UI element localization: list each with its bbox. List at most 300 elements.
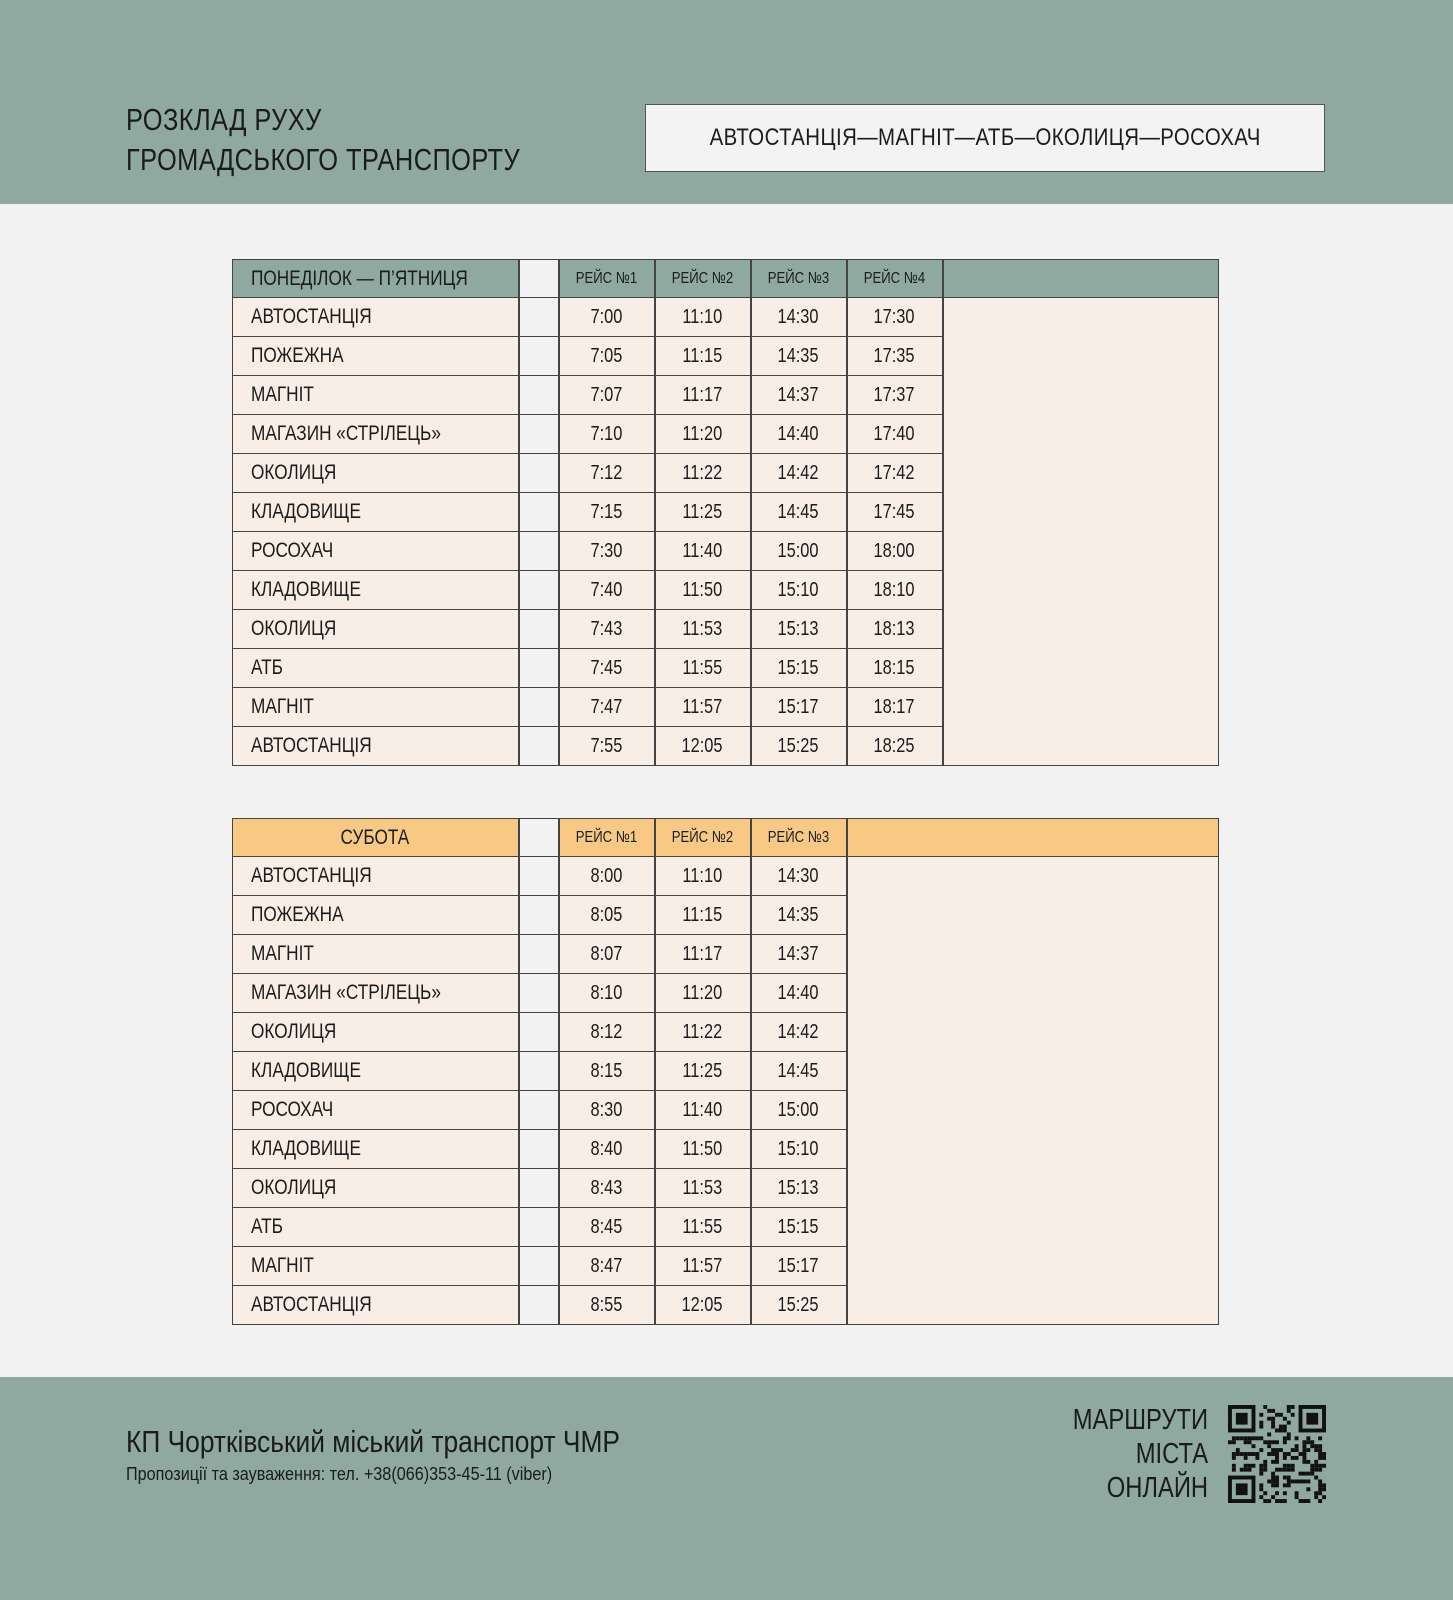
qr-module xyxy=(1271,1483,1275,1487)
departure-time: 18:00 xyxy=(873,539,916,562)
column-gap xyxy=(519,857,559,896)
stop-name-cell xyxy=(232,974,519,1013)
qr-module xyxy=(1240,1452,1244,1456)
qr-module xyxy=(1299,1479,1303,1483)
departure-time-cell xyxy=(751,610,847,649)
qr-module xyxy=(1240,1436,1244,1440)
qr-module xyxy=(1236,1452,1240,1456)
departure-time-cell xyxy=(847,454,943,493)
column-gap xyxy=(519,649,559,688)
departure-time: 17:45 xyxy=(873,500,916,523)
qr-module xyxy=(1318,1491,1322,1495)
qr-module xyxy=(1244,1468,1248,1472)
qr-module xyxy=(1318,1487,1322,1491)
qr-module xyxy=(1283,1429,1287,1433)
departure-time: 18:25 xyxy=(873,734,916,757)
qr-module xyxy=(1259,1421,1263,1425)
qr-module xyxy=(1291,1479,1295,1483)
departure-time-cell xyxy=(751,1013,847,1052)
qr-module xyxy=(1283,1436,1287,1440)
qr-module xyxy=(1291,1456,1295,1460)
departure-time: 11:25 xyxy=(682,1059,723,1082)
departure-time: 15:10 xyxy=(777,578,820,601)
departure-time: 14:40 xyxy=(777,422,820,445)
departure-time-cell xyxy=(655,415,751,454)
departure-time: 15:15 xyxy=(777,1215,820,1238)
qr-module xyxy=(1287,1421,1291,1425)
departure-time: 7:07 xyxy=(590,383,623,406)
departure-time: 15:17 xyxy=(777,695,820,718)
departure-time: 14:35 xyxy=(777,344,820,367)
departure-time: 17:42 xyxy=(873,461,916,484)
qr-module xyxy=(1275,1413,1279,1417)
qr-module xyxy=(1299,1499,1303,1503)
departure-time-cell xyxy=(559,298,655,337)
stop-name: АТБ xyxy=(250,1215,283,1238)
departure-time-cell xyxy=(559,415,655,454)
departure-time: 11:15 xyxy=(682,903,723,926)
departure-time: 14:45 xyxy=(777,500,820,523)
qr-module xyxy=(1279,1429,1283,1433)
departure-time-cell xyxy=(559,1169,655,1208)
departure-time: 18:13 xyxy=(873,617,916,640)
departure-time: 11:57 xyxy=(682,1254,723,1277)
qr-module xyxy=(1263,1440,1267,1444)
qr-module xyxy=(1271,1476,1275,1480)
departure-time-cell xyxy=(559,1091,655,1130)
departure-time-cell xyxy=(559,935,655,974)
qr-module xyxy=(1271,1448,1275,1452)
departure-time-cell xyxy=(751,857,847,896)
departure-time-cell xyxy=(751,896,847,935)
qr-module xyxy=(1236,1448,1240,1452)
qr-module xyxy=(1306,1472,1310,1476)
qr-module xyxy=(1302,1440,1306,1444)
stop-name-cell xyxy=(232,376,519,415)
departure-time-cell xyxy=(751,493,847,532)
qr-module xyxy=(1306,1499,1310,1503)
stop-name: РОСОХАЧ xyxy=(250,1098,333,1121)
trip-header xyxy=(655,818,751,857)
qr-module xyxy=(1267,1432,1271,1436)
stop-name: МАГНІТ xyxy=(250,695,314,718)
qr-module xyxy=(1302,1444,1306,1448)
qr-module xyxy=(1259,1448,1263,1452)
qr-module xyxy=(1287,1405,1291,1409)
qr-module xyxy=(1279,1425,1283,1429)
qr-module xyxy=(1267,1452,1271,1456)
qr-module xyxy=(1275,1468,1279,1472)
qr-module xyxy=(1322,1452,1326,1456)
qr-module xyxy=(1291,1413,1295,1417)
online-line-3: ОНЛАЙН xyxy=(1106,1472,1208,1504)
stop-name: ОКОЛИЦЯ xyxy=(250,1020,336,1043)
departure-time: 14:35 xyxy=(777,903,820,926)
qr-module xyxy=(1310,1464,1314,1468)
column-gap xyxy=(519,610,559,649)
qr-module xyxy=(1248,1468,1252,1472)
qr-module xyxy=(1287,1483,1291,1487)
qr-module xyxy=(1306,1460,1310,1464)
departure-time-cell xyxy=(751,727,847,766)
departure-time: 11:10 xyxy=(682,305,723,328)
qr-module xyxy=(1314,1491,1318,1495)
departure-time: 7:47 xyxy=(590,695,623,718)
departure-time-cell xyxy=(751,688,847,727)
qr-module xyxy=(1299,1452,1303,1456)
departure-time-cell xyxy=(559,454,655,493)
qr-module xyxy=(1259,1487,1263,1491)
qr-module xyxy=(1232,1452,1236,1456)
qr-module xyxy=(1271,1417,1275,1421)
departure-time-cell xyxy=(655,571,751,610)
column-gap xyxy=(519,974,559,1013)
column-gap xyxy=(519,727,559,766)
qr-module xyxy=(1302,1479,1306,1483)
departure-time: 14:37 xyxy=(777,942,820,965)
qr-module xyxy=(1295,1491,1299,1495)
departure-time: 11:50 xyxy=(682,578,723,601)
departure-time-cell xyxy=(751,649,847,688)
qr-module xyxy=(1279,1413,1283,1417)
departure-time-cell xyxy=(655,688,751,727)
column-gap xyxy=(519,532,559,571)
day-label-text: СУБОТА xyxy=(340,825,410,849)
departure-time: 7:45 xyxy=(590,656,623,679)
qr-module xyxy=(1263,1460,1267,1464)
departure-time-cell xyxy=(559,688,655,727)
departure-time: 15:13 xyxy=(777,1176,820,1199)
qr-module xyxy=(1306,1440,1310,1444)
qr-module xyxy=(1295,1456,1299,1460)
stop-name: КЛАДОВИЩЕ xyxy=(250,578,361,601)
qr-module xyxy=(1279,1448,1283,1452)
qr-module xyxy=(1271,1479,1275,1483)
departure-time-cell xyxy=(655,298,751,337)
qr-module xyxy=(1271,1495,1275,1499)
qr-module xyxy=(1232,1440,1236,1444)
qr-module xyxy=(1302,1448,1306,1452)
departure-time-cell xyxy=(655,610,751,649)
departure-time: 7:05 xyxy=(590,344,623,367)
qr-module xyxy=(1287,1479,1291,1483)
stop-name: АВТОСТАНЦІЯ xyxy=(250,305,372,328)
departure-time: 8:05 xyxy=(590,903,623,926)
qr-module xyxy=(1236,1436,1240,1440)
departure-time: 8:55 xyxy=(590,1293,623,1316)
qr-module xyxy=(1318,1468,1322,1472)
departure-time: 12:05 xyxy=(681,734,724,757)
qr-module xyxy=(1318,1452,1322,1456)
trip-header xyxy=(559,818,655,857)
departure-time: 11:53 xyxy=(682,617,723,640)
column-gap xyxy=(519,376,559,415)
qr-module xyxy=(1244,1456,1248,1460)
qr-module xyxy=(1255,1436,1259,1440)
departure-time: 11:53 xyxy=(682,1176,723,1199)
qr-module xyxy=(1248,1452,1252,1456)
qr-module xyxy=(1283,1456,1287,1460)
qr-module xyxy=(1267,1440,1271,1444)
qr-module xyxy=(1255,1456,1259,1460)
qr-module xyxy=(1275,1440,1279,1444)
departure-time-cell xyxy=(655,454,751,493)
trip-header-label: РЕЙС №2 xyxy=(671,828,734,846)
column-gap xyxy=(519,415,559,454)
departure-time-cell xyxy=(655,1286,751,1325)
qr-module xyxy=(1267,1409,1271,1413)
qr-module xyxy=(1259,1413,1263,1417)
qr-module xyxy=(1314,1460,1318,1464)
qr-module xyxy=(1228,1440,1232,1444)
route-name: АВТОСТАНЦІЯ—МАГНІТ—АТБ—ОКОЛИЦЯ—РОСОХАЧ xyxy=(709,124,1261,151)
stop-name-cell xyxy=(232,688,519,727)
qr-module xyxy=(1302,1460,1306,1464)
departure-time-cell xyxy=(847,298,943,337)
qr-module xyxy=(1267,1444,1271,1448)
departure-time: 7:55 xyxy=(590,734,623,757)
qr-module xyxy=(1252,1452,1256,1456)
qr-module xyxy=(1275,1429,1279,1433)
table-header-row xyxy=(233,818,1220,857)
departure-time: 14:30 xyxy=(777,864,820,887)
departure-time-cell xyxy=(655,1130,751,1169)
column-gap xyxy=(519,1013,559,1052)
qr-module xyxy=(1248,1440,1252,1444)
departure-time-cell xyxy=(751,1286,847,1325)
departure-time: 14:40 xyxy=(777,981,820,1004)
stop-name-cell xyxy=(232,1130,519,1169)
departure-time-cell xyxy=(751,1247,847,1286)
departure-time-cell xyxy=(559,649,655,688)
departure-time-cell xyxy=(751,376,847,415)
departure-time-cell xyxy=(751,1169,847,1208)
departure-time-cell xyxy=(655,376,751,415)
departure-time: 8:30 xyxy=(590,1098,623,1121)
departure-time-cell xyxy=(655,935,751,974)
departure-time-cell xyxy=(655,337,751,376)
qr-module xyxy=(1318,1436,1322,1440)
qr-module xyxy=(1322,1456,1326,1460)
stop-name: РОСОХАЧ xyxy=(250,539,333,562)
stop-name-cell xyxy=(232,298,519,337)
trip-header-label: РЕЙС №4 xyxy=(863,269,926,287)
departure-time: 7:30 xyxy=(590,539,623,562)
departure-time: 7:10 xyxy=(590,422,623,445)
qr-module xyxy=(1318,1456,1322,1460)
qr-module xyxy=(1314,1464,1318,1468)
qr-module xyxy=(1314,1476,1318,1480)
stop-name-cell xyxy=(232,493,519,532)
trip-header-label: РЕЙС №1 xyxy=(575,828,638,846)
column-gap xyxy=(519,337,559,376)
qr-module xyxy=(1259,1495,1263,1499)
stop-name-cell xyxy=(232,571,519,610)
departure-time: 11:20 xyxy=(682,981,723,1004)
qr-module xyxy=(1287,1432,1291,1436)
qr-module xyxy=(1291,1464,1295,1468)
stop-name-cell xyxy=(232,1247,519,1286)
trip-header xyxy=(751,259,847,298)
stop-name-cell xyxy=(232,1091,519,1130)
column-gap xyxy=(519,1208,559,1247)
title-line-1: РОЗКЛАД РУХУ xyxy=(126,102,322,137)
stop-name-cell xyxy=(232,649,519,688)
qr-module xyxy=(1306,1436,1310,1440)
departure-time-cell xyxy=(655,857,751,896)
departure-time-cell xyxy=(847,571,943,610)
departure-time-cell xyxy=(847,688,943,727)
online-line-2: МІСТА xyxy=(1135,1438,1208,1470)
qr-module xyxy=(1263,1491,1267,1495)
stop-name-cell xyxy=(232,727,519,766)
company-name: КП Чортківський міський транспорт ЧМР xyxy=(126,1424,620,1459)
qr-module xyxy=(1240,1468,1244,1472)
qr-module xyxy=(1322,1483,1326,1487)
departure-time-cell xyxy=(559,1247,655,1286)
departure-time-cell xyxy=(751,298,847,337)
header-filler xyxy=(943,259,1219,298)
qr-module xyxy=(1318,1464,1322,1468)
departure-time-cell xyxy=(655,1091,751,1130)
departure-time: 15:10 xyxy=(777,1137,820,1160)
departure-time: 15:00 xyxy=(777,1098,820,1121)
qr-module xyxy=(1244,1464,1248,1468)
stop-name-cell xyxy=(232,896,519,935)
qr-module xyxy=(1259,1483,1263,1487)
departure-time: 8:47 xyxy=(590,1254,623,1277)
trip-header-label: РЕЙС №1 xyxy=(575,269,638,287)
departure-time: 7:43 xyxy=(590,617,623,640)
column-gap xyxy=(519,1247,559,1286)
departure-time: 11:40 xyxy=(682,539,723,562)
departure-time-cell xyxy=(751,337,847,376)
trip-header xyxy=(847,259,943,298)
departure-time: 15:25 xyxy=(777,734,820,757)
departure-time-cell xyxy=(751,454,847,493)
departure-time: 8:07 xyxy=(590,942,623,965)
stop-name: МАГНІТ xyxy=(250,942,314,965)
contact-info: Пропозиції та зауваження: тел. +38(066)353-45-11 (viber) xyxy=(126,1464,553,1484)
departure-time: 15:25 xyxy=(777,1293,820,1316)
qr-module xyxy=(1310,1472,1314,1476)
departure-time-cell xyxy=(559,1052,655,1091)
departure-time-cell xyxy=(559,376,655,415)
departure-time-cell xyxy=(847,415,943,454)
qr-module xyxy=(1318,1483,1322,1487)
stop-name-cell xyxy=(232,337,519,376)
stop-name: КЛАДОВИЩЕ xyxy=(250,1059,361,1082)
departure-time-cell xyxy=(559,857,655,896)
qr-module xyxy=(1306,1487,1310,1491)
departure-time-cell xyxy=(751,532,847,571)
departure-time-cell xyxy=(751,1208,847,1247)
departure-time: 11:57 xyxy=(682,695,723,718)
qr-finder-inner xyxy=(1236,1483,1248,1495)
departure-time: 12:05 xyxy=(681,1293,724,1316)
departure-time-cell xyxy=(847,493,943,532)
qr-module xyxy=(1283,1483,1287,1487)
departure-time-cell xyxy=(847,532,943,571)
qr-module xyxy=(1279,1468,1283,1472)
qr-module xyxy=(1291,1405,1295,1409)
departure-time-cell xyxy=(559,571,655,610)
trip-header xyxy=(559,259,655,298)
trip-header-label: РЕЙС №3 xyxy=(767,828,830,846)
departure-time-cell xyxy=(751,415,847,454)
empty-filler-area xyxy=(943,298,1219,766)
qr-module xyxy=(1275,1476,1279,1480)
qr-module xyxy=(1302,1472,1306,1476)
departure-time-cell xyxy=(655,1052,751,1091)
route-box xyxy=(645,104,1325,172)
departure-time: 8:45 xyxy=(590,1215,623,1238)
qr-module xyxy=(1299,1472,1303,1476)
title-line-2: ГРОМАДСЬКОГО ТРАНСПОРТУ xyxy=(126,142,521,177)
departure-time: 11:20 xyxy=(682,422,723,445)
qr-module xyxy=(1287,1452,1291,1456)
stop-name: ОКОЛИЦЯ xyxy=(250,461,336,484)
departure-time-cell xyxy=(655,493,751,532)
column-gap xyxy=(519,688,559,727)
departure-time: 11:40 xyxy=(682,1098,723,1121)
qr-finder-inner xyxy=(1236,1413,1248,1425)
departure-time: 7:12 xyxy=(590,461,623,484)
qr-module xyxy=(1302,1452,1306,1456)
stop-name: КЛАДОВИЩЕ xyxy=(250,500,361,523)
departure-time-cell xyxy=(751,571,847,610)
stop-name-cell xyxy=(232,1286,519,1325)
qr-module xyxy=(1252,1464,1256,1468)
departure-time: 14:37 xyxy=(777,383,820,406)
qr-module xyxy=(1314,1444,1318,1448)
qr-module xyxy=(1287,1436,1291,1440)
departure-time: 11:55 xyxy=(682,1215,723,1238)
trip-header-label: РЕЙС №3 xyxy=(767,269,830,287)
departure-time-cell xyxy=(559,896,655,935)
qr-module xyxy=(1275,1460,1279,1464)
stop-name-cell xyxy=(232,857,519,896)
departure-time-cell xyxy=(559,1130,655,1169)
departure-time-cell xyxy=(655,532,751,571)
stop-name: АТБ xyxy=(250,656,283,679)
departure-time-cell xyxy=(847,337,943,376)
column-gap xyxy=(519,454,559,493)
page-title xyxy=(126,100,520,180)
qr-finder-inner xyxy=(1306,1413,1318,1425)
departure-time-cell xyxy=(751,1052,847,1091)
departure-time-cell xyxy=(847,610,943,649)
qr-module xyxy=(1283,1499,1287,1503)
stop-name: АВТОСТАНЦІЯ xyxy=(250,1293,372,1316)
stop-name: ПОЖЕЖНА xyxy=(250,903,344,926)
departure-time: 11:22 xyxy=(682,461,723,484)
departure-time: 7:15 xyxy=(590,500,623,523)
qr-module xyxy=(1271,1425,1275,1429)
stop-name: МАГНІТ xyxy=(250,1254,314,1277)
qr-code-icon[interactable] xyxy=(1228,1405,1326,1503)
stop-name-cell xyxy=(232,1013,519,1052)
qr-module xyxy=(1295,1444,1299,1448)
column-gap xyxy=(519,571,559,610)
column-gap xyxy=(519,493,559,532)
qr-module xyxy=(1283,1468,1287,1472)
qr-module xyxy=(1267,1499,1271,1503)
departure-time-cell xyxy=(751,935,847,974)
qr-module xyxy=(1302,1456,1306,1460)
stop-name: ОКОЛИЦЯ xyxy=(250,1176,336,1199)
stop-name: ПОЖЕЖНА xyxy=(250,344,344,367)
